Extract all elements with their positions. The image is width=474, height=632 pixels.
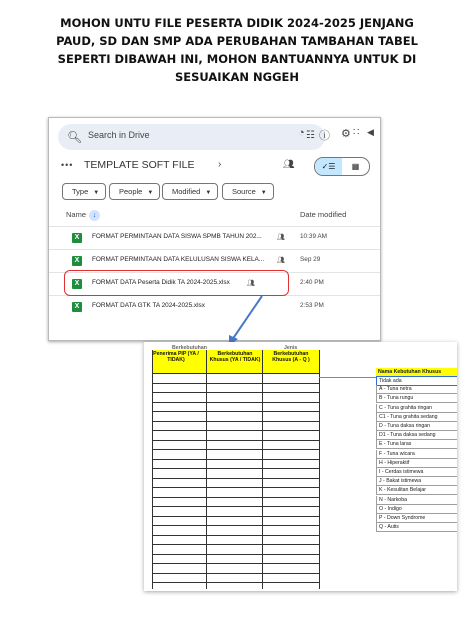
- grid-row-line: [152, 516, 319, 517]
- kebutuhan-khusus-title: Nama Kebutuhan Khusus: [376, 368, 457, 376]
- shared-icon: 👥︎: [277, 257, 286, 264]
- caret-down-icon: ▼: [147, 190, 154, 196]
- file-name: FORMAT PERMINTAAN DATA KELULUSAN SISWA KELA...: [92, 256, 265, 263]
- grid-row-line: [152, 497, 319, 498]
- list-view-icon[interactable]: ✓☰: [315, 158, 342, 175]
- column-header-date[interactable]: Date modified: [300, 210, 347, 219]
- kebutuhan-khusus-item: P - Down Syndrome: [376, 514, 457, 523]
- kebutuhan-khusus-item: O - Indigo: [376, 505, 457, 514]
- grid-row-line: [152, 411, 319, 412]
- kebutuhan-khusus-item: Q - Autis: [376, 523, 457, 532]
- grid-row-line: [152, 383, 319, 384]
- excel-file-icon: X: [72, 302, 82, 312]
- kebutuhan-khusus-item: C - Tuna grahita ringan: [376, 404, 457, 413]
- grid-row-line: [152, 525, 319, 526]
- grid-row-line: [152, 459, 319, 460]
- grid-row-line: [152, 449, 319, 450]
- kebutuhan-khusus-item: K - Kesulitan Belajar: [376, 486, 457, 495]
- grid-row-line: [152, 487, 319, 488]
- file-date: Sep 29: [300, 256, 321, 263]
- grid-row-line: [152, 421, 319, 422]
- column-header-berkebutuhan-khusus: Berkebutuhan Khusus (YA / TIDAK): [209, 351, 261, 363]
- kebutuhan-khusus-item: N - Narkoba: [376, 496, 457, 505]
- grid-view-icon[interactable]: ▦: [351, 162, 360, 171]
- column-3-header-faded: Jenis: [284, 345, 298, 351]
- sort-arrow-icon[interactable]: ↓: [89, 210, 100, 221]
- excel-file-icon: X: [72, 279, 82, 289]
- column-2-header-faded: Berkebutuhan: [172, 345, 207, 351]
- column-header-name-label: Name: [66, 210, 87, 219]
- search-icon: 🔍︎: [67, 130, 83, 144]
- help-icon[interactable]: ⓘ: [319, 130, 330, 142]
- column-header-penerima-pip: Penerima PIP (YA / TIDAK): [153, 351, 199, 363]
- excel-file-icon: X: [72, 233, 82, 243]
- offline-status-icon[interactable]: ◔: [298, 127, 305, 139]
- grid-row-line: [152, 430, 319, 431]
- grid-row-line: [152, 544, 319, 545]
- kebutuhan-khusus-item: C1 - Tuna grahita sedang: [376, 413, 457, 422]
- folder-title[interactable]: TEMPLATE SOFT FILE: [84, 159, 195, 171]
- shared-people-icon[interactable]: 👥︎: [283, 159, 295, 169]
- shared-icon: 👥︎: [277, 234, 286, 241]
- kebutuhan-khusus-item: A - Tuna netra: [376, 385, 457, 394]
- kebutuhan-khusus-item: J - Bakat istimewa: [376, 477, 457, 486]
- kebutuhan-khusus-item: F - Tuna wicara: [376, 450, 457, 459]
- grid-row-line: [152, 478, 319, 479]
- search-options-icon[interactable]: ☷: [306, 130, 315, 141]
- settings-gear-icon[interactable]: ⚙: [341, 128, 351, 140]
- instruction-line-4: SESUAIKAN NGGEH: [174, 70, 299, 84]
- file-date: 2:53 PM: [300, 302, 324, 309]
- selection-connector: [319, 377, 376, 378]
- file-name: FORMAT DATA Peserta Didik TA 2024-2025.xlsx: [92, 279, 230, 286]
- instruction-line-3: SEPERTI DIBAWAH INI, MOHON BANTUANNYA UNTUK DI: [57, 52, 417, 66]
- kebutuhan-khusus-item: E - Tuna laras: [376, 440, 457, 449]
- kebutuhan-khusus-item: I - Cerdas istimewa: [376, 468, 457, 477]
- grid-row-line: [152, 402, 319, 403]
- filter-people-label: People: [119, 187, 143, 196]
- collapse-arrow-icon[interactable]: ◀: [367, 127, 374, 137]
- apps-grid-icon[interactable]: ∷: [353, 127, 360, 138]
- column-header-jenis-kebutuhan: Berkebutuhan Khusus (A - Q ): [272, 351, 310, 363]
- file-date: 2:40 PM: [300, 279, 324, 286]
- spreadsheet-preview: [144, 342, 457, 591]
- file-date: 10:39 AM: [300, 233, 328, 240]
- grid-row-line: [152, 392, 319, 393]
- shared-icon: 👥︎: [247, 280, 256, 287]
- grid-row-line: [152, 582, 319, 583]
- grid-row-line: [152, 573, 319, 574]
- excel-file-icon: X: [72, 256, 82, 266]
- arrow-line: [232, 296, 262, 340]
- caret-down-icon: ▼: [93, 190, 100, 196]
- grid-row-line: [152, 554, 319, 555]
- file-name: FORMAT DATA GTK TA 2024-2025.xlsx: [92, 302, 205, 309]
- caret-down-icon: ▼: [205, 190, 212, 196]
- kebutuhan-khusus-item: Tidak ada: [376, 376, 457, 386]
- instruction-line-1: MOHON UNTU FILE PESERTA DIDIK 2024-2025 JENJANG: [60, 16, 414, 30]
- grid-row-line: [152, 440, 319, 441]
- caret-down-icon: ▼: [260, 190, 267, 196]
- kebutuhan-khusus-item: B - Tuna rungu: [376, 394, 457, 403]
- instruction-line-2: PAUD, SD DAN SMP ADA PERUBAHAN TAMBAHAN TABEL: [56, 34, 418, 48]
- grid-row-line: [152, 468, 319, 469]
- grid-row-line: [152, 563, 319, 564]
- search-input[interactable]: Search in Drive: [88, 130, 150, 140]
- grid-row-line: [152, 535, 319, 536]
- kebutuhan-khusus-item: D1 - Tuna daksa sedang: [376, 431, 457, 440]
- breadcrumb-more[interactable]: •••: [61, 160, 74, 170]
- filter-modified-label: Modified: [172, 187, 201, 196]
- chevron-right-icon[interactable]: ›: [218, 159, 222, 170]
- filter-type-label: Type: [72, 187, 89, 196]
- grid-column-line: [319, 350, 320, 589]
- kebutuhan-khusus-item: D - Tuna daksa ringan: [376, 422, 457, 431]
- filter-source-label: Source: [232, 187, 256, 196]
- file-name: FORMAT PERMINTAAN DATA SISWA SPMB TAHUN 202...: [92, 233, 262, 240]
- grid-row-line: [152, 506, 319, 507]
- grid-row-line: [152, 373, 319, 374]
- kebutuhan-khusus-item: H - Hiperaktif: [376, 459, 457, 468]
